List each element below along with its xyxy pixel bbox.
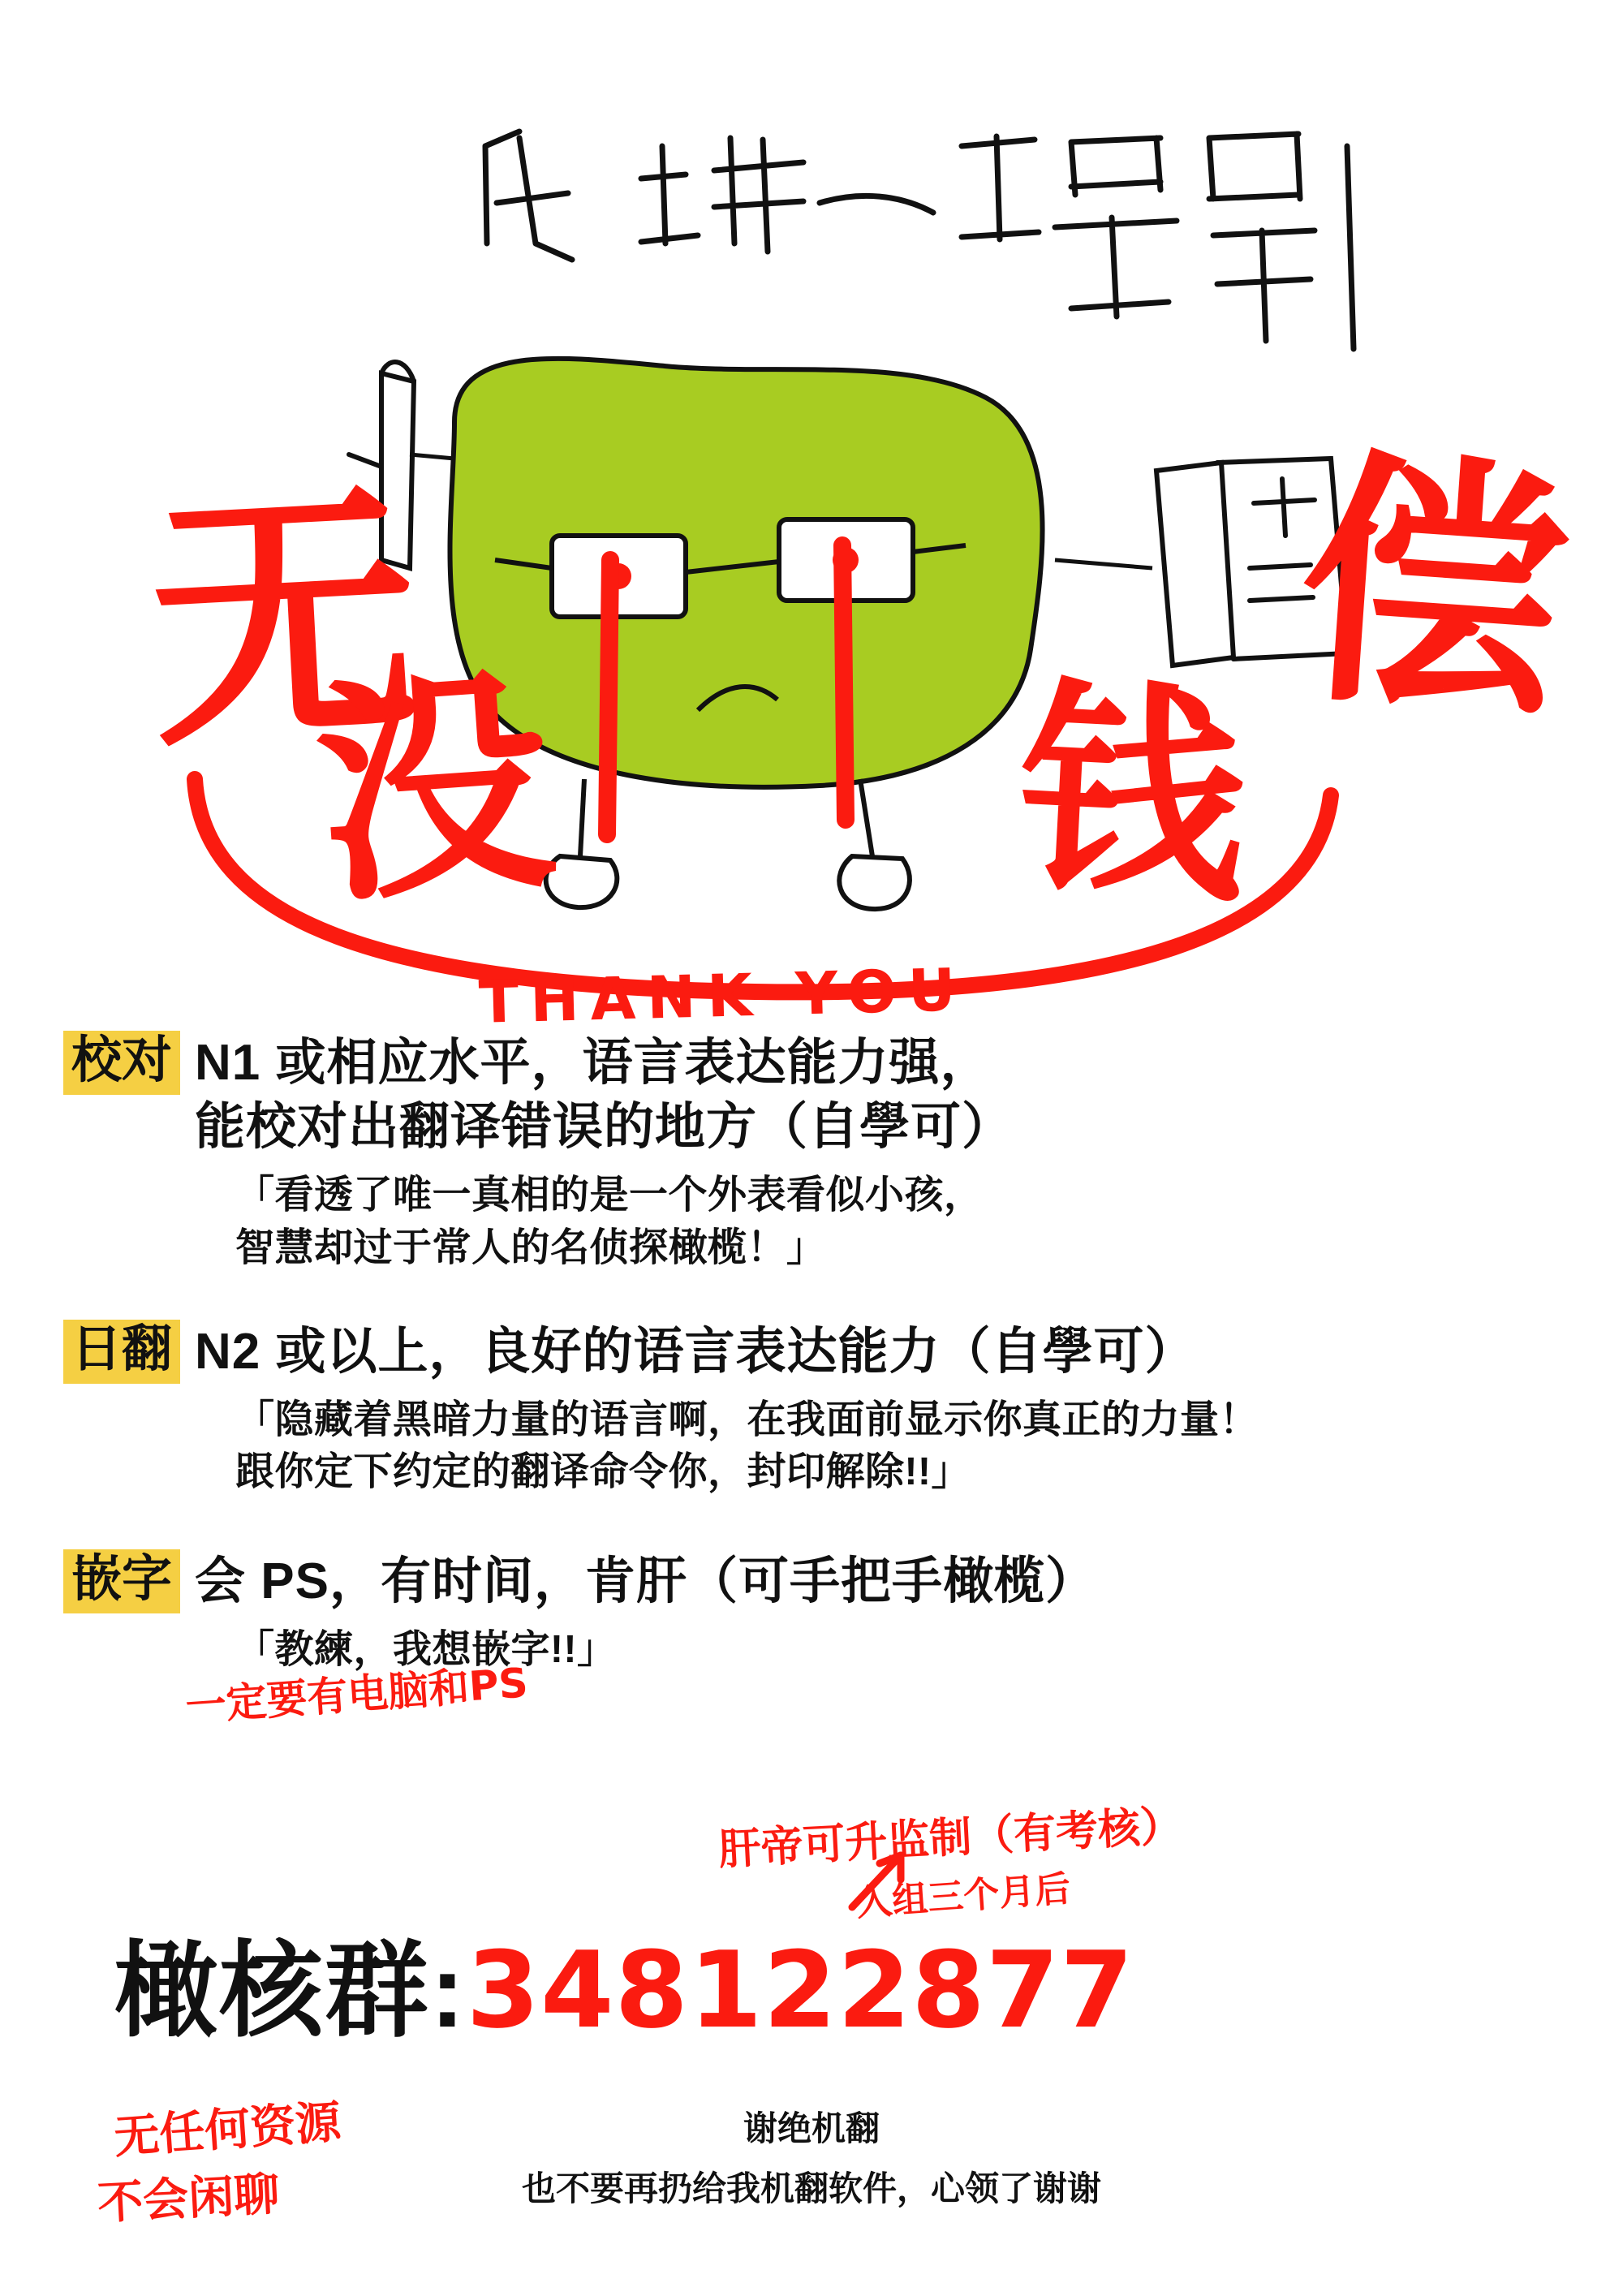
footer-note bbox=[0, 2102, 1623, 2211]
annotation-no-chat: 不会闲聊 bbox=[96, 2168, 281, 2230]
hand-drawn-artwork bbox=[0, 0, 1623, 1047]
red-char-chang: 偿 bbox=[1288, 423, 1577, 754]
requirement-line-2: 能校对出翻译错误的地方（自學可） bbox=[195, 1099, 1014, 1156]
section-headline-row bbox=[0, 1320, 1623, 1384]
red-char-mei: 没 bbox=[307, 646, 562, 936]
section-japanese-translation bbox=[0, 1320, 1623, 1499]
quote-line-1: 「隐藏着黑暗力量的语言啊，在我面前显示你真正的力量！ bbox=[235, 1398, 1259, 1441]
section-proofreading bbox=[0, 1031, 1623, 1274]
role-tag-typesetting: 嵌字 bbox=[63, 1549, 180, 1613]
role-requirement-japanese-translation: N2 或以上，良好的语言表达能力（自學可） bbox=[195, 1324, 1196, 1381]
quote-japanese-translation bbox=[0, 1394, 1623, 1500]
section-headline-row bbox=[0, 1549, 1623, 1613]
quote-typesetting bbox=[0, 1624, 1623, 1677]
qq-group-line bbox=[114, 1907, 1134, 2057]
handwritten-title-strokes bbox=[485, 131, 1354, 349]
role-tag-proofreading: 校对 bbox=[63, 1031, 180, 1095]
quote-line-2: 智慧却过于常人的名侦探橄榄！」 bbox=[235, 1226, 826, 1269]
role-tag-japanese-translation: 日翻 bbox=[63, 1320, 180, 1384]
red-char-wu: 无 bbox=[142, 458, 426, 784]
quote-proofreading bbox=[0, 1170, 1623, 1275]
section-headline-row bbox=[0, 1031, 1623, 1160]
qq-group-number[interactable]: 348122877 bbox=[466, 1928, 1134, 2052]
role-requirement-proofreading bbox=[195, 1031, 1013, 1160]
annotation-need-pc-ps: 一定要有电脑和PS bbox=[183, 1659, 530, 1730]
quote-line-1: 「教練，我想嵌字!!」 bbox=[235, 1627, 617, 1671]
role-requirement-typesetting: 会 PS，有时间，肯肝（可手把手橄榄） bbox=[195, 1553, 1096, 1610]
thank-you-text: THANK YOU bbox=[478, 955, 968, 1036]
footer-line-2: 也不要再扔给我机翻软件，心领了谢谢 bbox=[521, 2169, 1101, 2208]
annotation-no-resources: 无任何资源 bbox=[112, 2096, 343, 2165]
recruitment-text-block bbox=[0, 1031, 1623, 1684]
footer-line-1: 谢绝机翻 bbox=[743, 2109, 880, 2147]
annotation-arrow-icon bbox=[844, 1842, 1006, 1915]
qq-group-label: 橄核群: bbox=[114, 1933, 467, 2049]
red-char-qian: 钱 bbox=[1011, 657, 1253, 934]
annotation-three-months: 入组三个月后 bbox=[855, 1867, 1072, 1925]
requirement-line-1: N1 或相应水平，语言表达能力强， bbox=[195, 1035, 992, 1091]
quote-line-1: 「看透了唯一真相的是一个外表看似小孩， bbox=[235, 1173, 984, 1217]
annotation-gandi-promotion: 肝帝可升监制（有考核） bbox=[717, 1802, 1184, 1875]
quote-line-2: 跟你定下约定的翻译命令你，封印解除!!」 bbox=[235, 1450, 971, 1494]
section-typesetting bbox=[0, 1549, 1623, 1676]
